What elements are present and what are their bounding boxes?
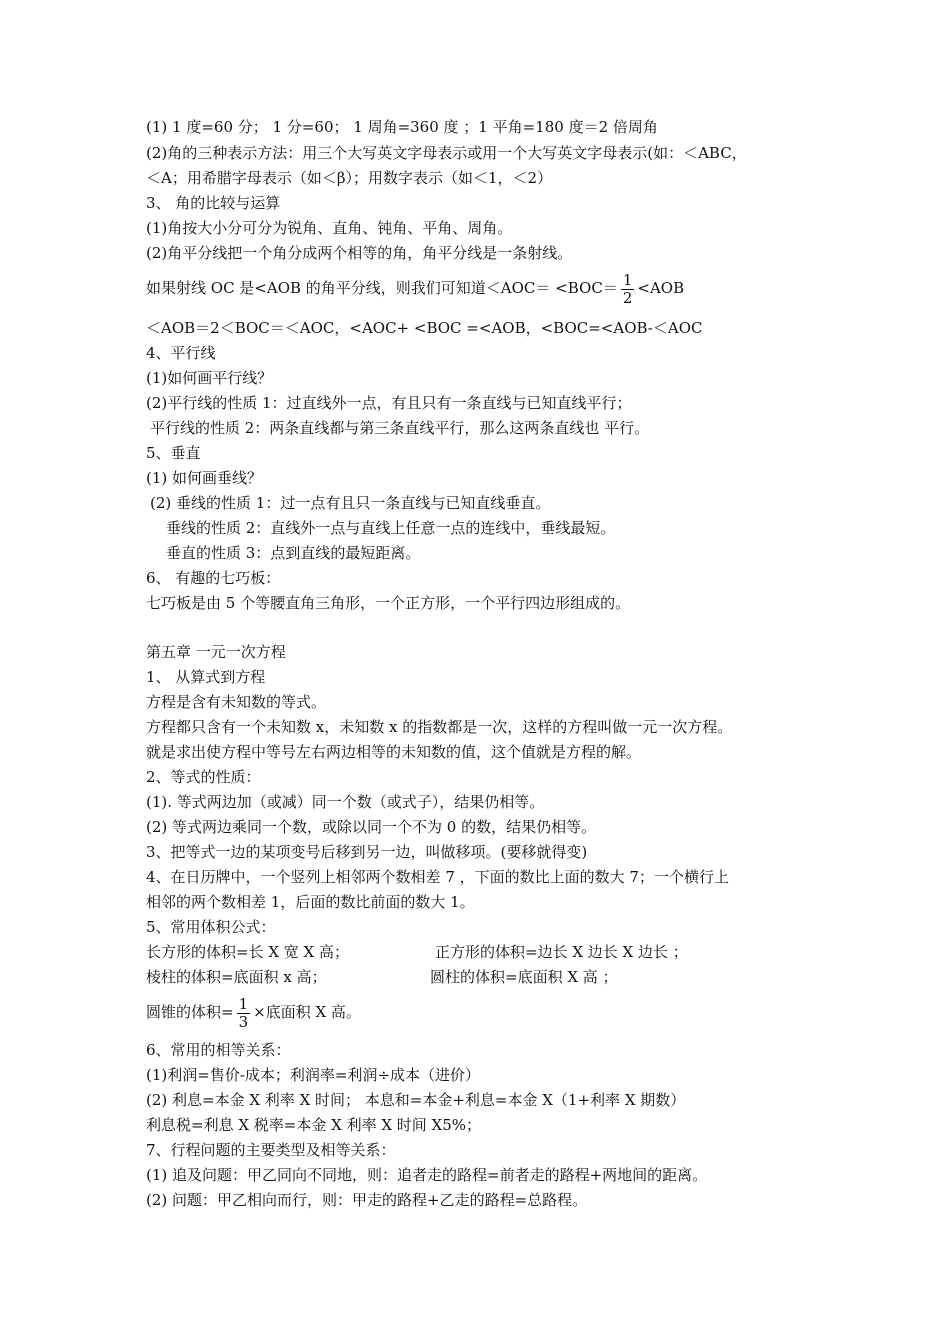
text-line: (2)角的三种表示方法：用三个大写英文字母表示或用一个大写英文字母表示(如：＜ABC， bbox=[146, 144, 747, 162]
text-line: ＜A；用希腊字母表示（如＜β）；用数字表示（如＜1，＜2） bbox=[146, 169, 553, 187]
text-line: 垂线的性质 2：直线外一点与直线上任意一点的连线中，垂线最短。 bbox=[166, 519, 616, 537]
heading: 6、常用的相等关系： bbox=[146, 1041, 291, 1059]
text-line: 相邻的两个数相差 1，后面的数比前面的数大 1。 bbox=[146, 893, 475, 911]
text-line: (1)利润=售价-成本；利润率=利润÷成本（进价） bbox=[146, 1066, 481, 1084]
text-line: (1). 等式两边加（或减）同一个数（或式子），结果仍相等。 bbox=[146, 793, 545, 811]
text-line: (2)角平分线把一个角分成两个相等的角，角平分线是一条射线。 bbox=[146, 244, 573, 262]
heading: 2、等式的性质： bbox=[146, 768, 261, 786]
fraction-denominator: 2 bbox=[622, 288, 633, 307]
text-line: 圆柱的体积=底面积 X 高 ； bbox=[430, 968, 618, 986]
chapter-title: 第五章 一元一次方程 bbox=[146, 643, 286, 661]
heading: 7、行程问题的主要类型及相等关系： bbox=[146, 1141, 396, 1159]
text-line: 就是求出使方程中等号左右两边相等的未知数的值，这个值就是方程的解。 bbox=[146, 743, 642, 761]
text-line: 七巧板是由 5 个等腰直角三角形，一个正方形，一个平行四边形组成的。 bbox=[146, 594, 631, 612]
text-line: 正方形的体积=边长 X 边长 X 边长 ； bbox=[435, 943, 688, 961]
formula-line bbox=[146, 993, 361, 1031]
formula-text: ×底面积 X 高。 bbox=[253, 1003, 361, 1021]
formula-text: 圆锥的体积= bbox=[146, 1003, 234, 1021]
fraction-numerator: 1 bbox=[238, 994, 249, 1013]
heading: 6、 有趣的七巧板： bbox=[146, 569, 281, 587]
formula-line bbox=[146, 270, 684, 307]
formula-text: 如果射线 OC 是<AOB 的角平分线，则我们可知道＜AOC＝ <BOC＝ bbox=[146, 279, 618, 297]
text-line: ＜AOB＝2＜BOC＝＜AOC，<AOC+ <BOC =<AOB，<BOC=<AOB-＜AOC bbox=[146, 319, 703, 337]
text-line: (2)平行线的性质 1：过直线外一点，有且只有一条直线与已知直线平行； bbox=[146, 394, 632, 412]
text-line: 方程都只含有一个未知数 x，未知数 x 的指数都是一次，这样的方程叫做一元一次方程。 bbox=[146, 718, 733, 736]
text-line: 平行线的性质 2：两条直线都与第三条直线平行，那么这两条直线也 平行。 bbox=[150, 419, 650, 437]
text-line: (2) 问题：甲乙相向而行，则：甲走的路程+乙走的路程=总路程。 bbox=[146, 1191, 588, 1209]
text-line: 垂直的性质 3：点到直线的最短距离。 bbox=[166, 544, 421, 562]
heading: 3、 角的比较与运算 bbox=[146, 194, 281, 212]
fraction bbox=[237, 996, 251, 1031]
text-line: (1) 追及问题：甲乙同向不同地，则：追者走的路程=前者走的路程+两地间的距离。 bbox=[146, 1166, 708, 1184]
heading: 1、 从算式到方程 bbox=[146, 668, 266, 686]
fraction-denominator: 3 bbox=[238, 1012, 249, 1031]
formula-text: <AOB bbox=[637, 279, 685, 297]
text-line: (1)如何画平行线？ bbox=[146, 369, 273, 387]
text-line: (2) 垂线的性质 1：过一点有且只一条直线与已知直线垂直。 bbox=[150, 494, 551, 512]
text-line: (1)角按大小分可分为锐角、直角、钝角、平角、周角。 bbox=[146, 219, 513, 237]
text-line: 3、把等式一边的某项变号后移到另一边，叫做移项。(要移就得变) bbox=[146, 843, 588, 861]
heading: 5、垂直 bbox=[146, 444, 201, 462]
text-line: (2) 等式两边乘同一个数，或除以同一个不为 0 的数，结果仍相等。 bbox=[146, 818, 597, 836]
heading: 4、平行线 bbox=[146, 344, 216, 362]
text-line: 方程是含有未知数的等式。 bbox=[146, 693, 327, 711]
fraction bbox=[621, 272, 635, 307]
heading: 5、常用体积公式： bbox=[146, 918, 276, 936]
text-line: 长方形的体积=长 X 宽 X 高； bbox=[146, 943, 349, 961]
text-line: (2) 利息=本金 X 利率 X 时间； 本息和=本金+利息=本金 X（1+利率 X 期数） bbox=[146, 1091, 686, 1109]
text-line: (1) 1 度=60 分； 1 分=60； 1 周角=360 度 ；1 平角=180 度＝2 倍周角 bbox=[146, 118, 658, 136]
text-line: 利息税=利息 X 税率=本金 X 利率 X 时间 X5%； bbox=[146, 1116, 482, 1134]
text-line: 棱柱的体积=底面积 x 高； bbox=[146, 968, 327, 986]
text-line: 4、在日历牌中，一个竖列上相邻两个数相差 7 ，下面的数比上面的数大 7；一个横行上 bbox=[146, 868, 729, 886]
fraction-numerator: 1 bbox=[622, 270, 633, 289]
text-line: (1) 如何画垂线？ bbox=[146, 469, 263, 487]
